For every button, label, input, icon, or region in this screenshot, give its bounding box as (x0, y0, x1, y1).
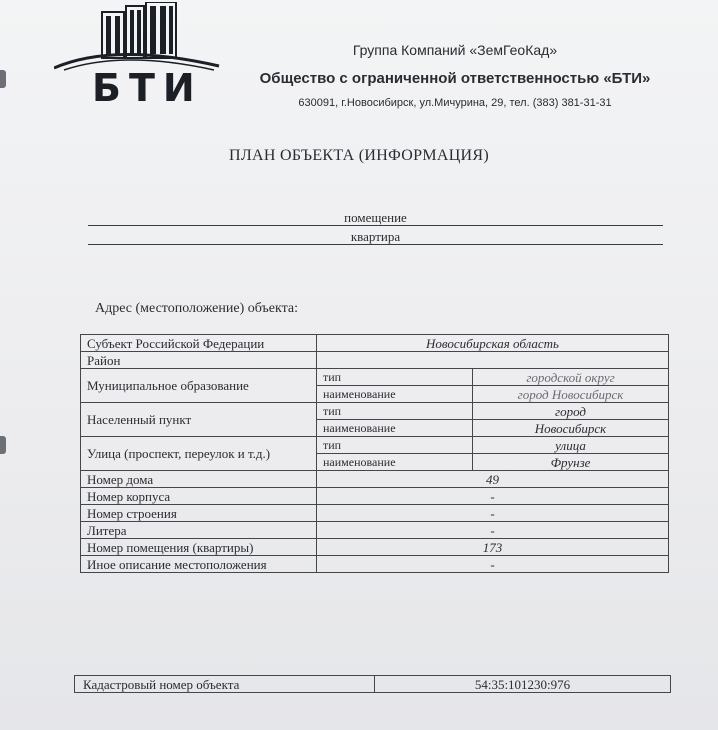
object-type: помещение (88, 210, 663, 226)
street-type-label: тип (317, 437, 473, 454)
table-row (81, 505, 669, 522)
table-row (81, 488, 669, 505)
municipal-name-value: город Новосибирск (473, 386, 669, 403)
buildings-icon (54, 2, 224, 72)
litera-value: - (317, 522, 669, 539)
table-row (81, 437, 669, 454)
binder-hole (0, 70, 6, 88)
table-row (81, 556, 669, 573)
room-label: Номер помещения (квартиры) (81, 539, 317, 556)
house-label: Номер дома (81, 471, 317, 488)
municipal-label: Муниципальное образование (81, 369, 317, 403)
room-value: 173 (317, 539, 669, 556)
cadastral-label: Кадастровый номер объекта (75, 676, 375, 693)
street-label: Улица (проспект, переулок и т.д.) (81, 437, 317, 471)
other-label: Иное описание местоположения (81, 556, 317, 573)
table-row (81, 403, 669, 420)
municipal-type-value: городской округ (473, 369, 669, 386)
structure-value: - (317, 505, 669, 522)
company-group: Группа Компаний «ЗемГеоКад» (352, 42, 558, 58)
settlement-type-value: город (473, 403, 669, 420)
subject-value: Новосибирская область (317, 335, 669, 352)
object-kind: квартира (88, 229, 663, 245)
settlement-name-value: Новосибирск (473, 420, 669, 437)
address-table (80, 334, 669, 573)
structure-label: Номер строения (81, 505, 317, 522)
building-value: - (317, 488, 669, 505)
litera-label: Литера (81, 522, 317, 539)
binder-hole (0, 436, 6, 454)
street-name-label: наименование (317, 454, 473, 471)
organization-name: Общество с ограниченной ответственностью «БТИ» (259, 70, 651, 87)
cadastral-value: 54:35:101230:976 (375, 676, 671, 693)
building-label: Номер корпуса (81, 488, 317, 505)
district-value (317, 352, 669, 369)
municipal-name-label: наименование (317, 386, 473, 403)
logo-text: БТИ (92, 66, 203, 110)
settlement-type-label: тип (317, 403, 473, 420)
table-row (81, 335, 669, 352)
house-value: 49 (317, 471, 669, 488)
cadastral-table (74, 675, 671, 693)
table-row (75, 676, 671, 693)
table-row (81, 369, 669, 386)
table-row (81, 352, 669, 369)
municipal-type-label: тип (317, 369, 473, 386)
table-row (81, 539, 669, 556)
settlement-name-label: наименование (317, 420, 473, 437)
table-row (81, 471, 669, 488)
street-name-value: Фрунзе (473, 454, 669, 471)
settlement-label: Населенный пункт (81, 403, 317, 437)
table-row (81, 522, 669, 539)
document-title: ПЛАН ОБЪЕКТА (ИНФОРМАЦИЯ) (228, 147, 490, 164)
other-value: - (317, 556, 669, 573)
address-label: Адрес (местоположение) объекта: (95, 301, 298, 316)
subject-label: Субъект Российской Федерации (81, 335, 317, 352)
street-type-value: улица (473, 437, 669, 454)
district-label: Район (81, 352, 317, 369)
organization-address: 630091, г.Новосибирск, ул.Мичурина, 29, тел. (383) 381-31-31 (298, 97, 612, 109)
